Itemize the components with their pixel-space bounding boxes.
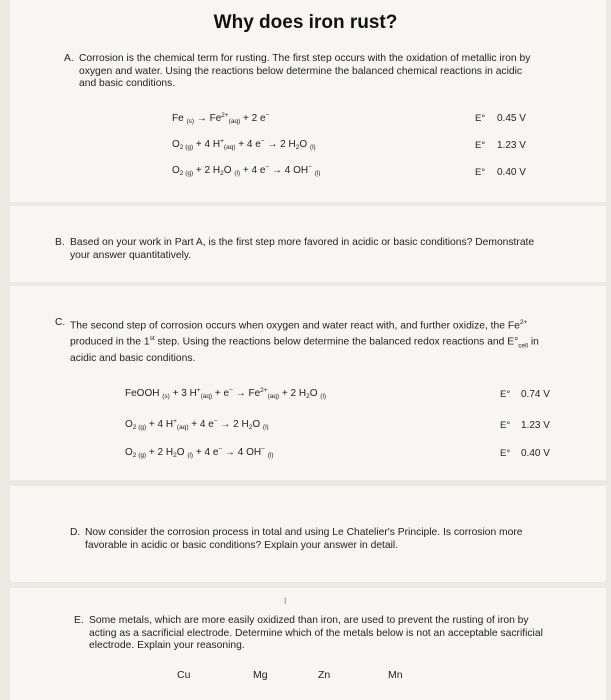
potential-value: 0.40 V [497, 167, 526, 178]
reaction-c-2: $O_{2 (g)} + 4$ $H^+_{(aq)} + 4$ e− → 2 $H_2O$ $_{(l)}$ [125, 418, 269, 431]
reaction-a-2: $O_{2 (g)} + 4$ $H^+_{(aq)} + 4$ e− → 2 $H_2O$ $_{(l)}$ [172, 138, 316, 151]
reaction-c-1: FeOOH $_{(s)}$ + 3 $H^+_{(aq)} + e^- \to Fe^{2+}_{(aq)} + 2$ $H_2O$ $_{(l)}$ [125, 387, 327, 400]
question-d [70, 527, 550, 552]
metal-option-cu: Cu [177, 669, 191, 681]
page-title: Why does iron rust? [213, 12, 398, 33]
question-letter: E. [74, 615, 84, 626]
potential-value: 1.23 V [497, 140, 526, 151]
potential-value: 0.40 V [521, 448, 550, 459]
e-zero-label: E° [500, 389, 511, 400]
question-letter: D. [70, 527, 81, 538]
question-text: Based on your work in Part A, is the first step more favored in acidic or basic conditions? Demonstrate your answer quantitatively. [70, 237, 535, 261]
question-text: Some metals, which are more easily oxidized than iron, are used to prevent the rusting of iron by acting as a sacrificial electrode. Determine which of the metals below is not an acceptable sacrificial electrode. Explain your reasoning. [89, 615, 543, 651]
question-text: Now consider the corrosion process in total and using Le Chatelier's Principle. Is corrosion more favorable in acidic or basic conditions? Explain your answer in detail. [85, 527, 523, 551]
e-zero-label: E° [475, 113, 486, 124]
sheet-part-c [10, 286, 606, 480]
reaction-a-1: Fe $_{(s)} \to Fe^{2+}_{(aq)} + 2$ e− [172, 112, 270, 125]
e-zero-label: E° [500, 420, 511, 431]
metal-option-zn: Zn [318, 669, 331, 681]
question-a [64, 53, 534, 91]
text-cursor-icon: I [284, 596, 287, 606]
question-letter: C. [55, 317, 66, 328]
potential-value: 0.45 V [497, 113, 526, 124]
potential-value: 1.23 V [521, 420, 550, 431]
question-b [55, 237, 540, 262]
potential-value: 0.74 V [521, 389, 550, 400]
reaction-a-3: $O_{2 (g)} + 2$ $H_2O$ $_{(l)}$ + 4 e− → 4 OH− $_{(l)}$ [172, 164, 321, 177]
metal-option-mn: Mn [388, 669, 403, 681]
e-zero-label: E° [475, 140, 486, 151]
question-e [74, 615, 544, 653]
question-text: Corrosion is the chemical term for rusting. The first step occurs with the oxidation of metallic iron by oxygen and water. Using the reactions below determine the balanced chemical reactions in acidic and basic conditions. [79, 53, 531, 89]
e-zero-label: E° [475, 167, 486, 178]
metal-option-mg: Mg [253, 669, 268, 681]
question-text: The second step of corrosion occurs when oxygen and water react with, and further oxidize, the $Fe^{2+}$ produced in the 1st step. Using the reactions below determine the balanced redox reactions and $E^\circ_{cell}$ in acidic and basic conditions. [70, 319, 539, 364]
e-zero-label: E° [500, 448, 511, 459]
reaction-c-3: $O_{2 (g)} + 2$ $H_2O$ $_{(l)}$ + 4 e− → 4 OH− $_{(l)}$ [125, 446, 274, 459]
question-c [55, 317, 540, 365]
question-letter: B. [55, 237, 65, 248]
question-letter: A. [64, 53, 74, 64]
